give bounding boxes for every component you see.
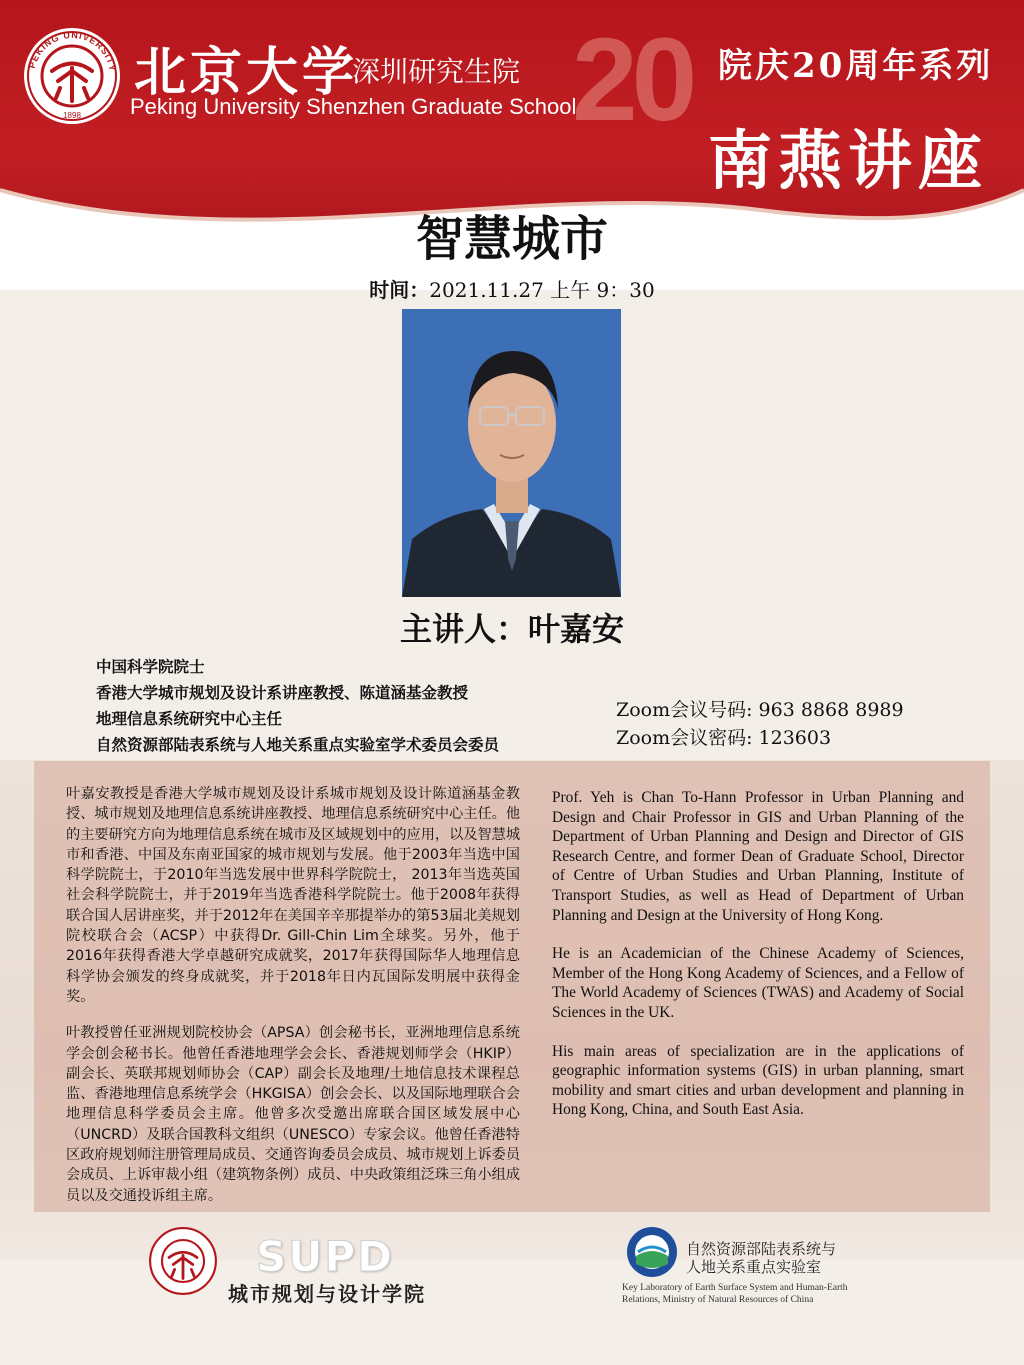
key-lab-name-en: Key Laboratory of Earth Surface System and Human-Earth Relations, Ministry of Natural Resources of China xyxy=(622,1283,848,1305)
speaker-photo xyxy=(402,309,621,597)
speaker-title-item: 中国科学院院士 xyxy=(96,658,205,676)
key-lab-logo xyxy=(626,1226,678,1278)
lecture-name: 南燕讲座 xyxy=(708,124,988,199)
zoom-password-value: 123603 xyxy=(758,727,832,749)
peking-university-emblem xyxy=(22,26,122,126)
speaker-line xyxy=(0,604,1024,650)
svg-text:PEKING UNIVERSITY: PEKING UNIVERSITY xyxy=(26,29,118,73)
pku-footer-emblem xyxy=(148,1226,218,1296)
zoom-meeting-id xyxy=(616,696,904,724)
school-name-cn: 深圳研究生院 xyxy=(352,55,521,88)
zoom-meeting-id-value: 963 8868 8989 xyxy=(758,699,904,721)
speaker-title-item: 香港大学城市规划及设计系讲座教授、陈道涵基金教授 xyxy=(96,684,469,702)
svg-text:1898: 1898 xyxy=(63,111,81,120)
event-title: 智慧城市 xyxy=(415,211,608,267)
bio-en-paragraph: He is an Academician of the Chinese Academy of Sciences, Member of the Hong Kong Academy of Sciences, and a Fellow of The World Academy of Sciences (TWAS) and Academy of Social Sciences in the UK. xyxy=(552,945,964,1021)
event-time xyxy=(0,274,1024,303)
time-value: 2021.11.27 上午 9：30 xyxy=(429,278,655,302)
speaker-label: 主讲人： xyxy=(399,610,528,648)
zoom-info xyxy=(616,696,904,752)
bio-en-paragraph: His main areas of specialization are in the applications of geographic information systems (GIS) in urban planning, smart mobility and smart cities and urban development and planning in Hong Kong, China, and South East Asia. xyxy=(552,1042,964,1119)
speaker-name: 叶嘉安 xyxy=(528,610,625,648)
bio-en-paragraph: Prof. Yeh is Chan To-Hann Professor in Urban Planning and Design and Chair Professor in GIS and Urban Planning of the Department of Urban Planning and Design and Director of GIS Research Centre, and former Dean of Graduate School, Director of Centre of Urban Studies and Urban Planning, Institute of Transport Studies, as well as Head of Department of Urban Planning and Design at the University of Hong Kong. xyxy=(552,789,964,924)
bio-chinese xyxy=(66,784,520,1222)
speaker-title-item: 地理信息系统研究中心主任 xyxy=(96,710,283,728)
university-name-cn: 北京大学 xyxy=(134,42,359,103)
key-lab-name-cn: 自然资源部陆表系统与 人地关系重点实验室 xyxy=(686,1240,837,1276)
zoom-password-label: Zoom会议密码: xyxy=(616,727,759,749)
zoom-meeting-id-label: Zoom会议号码: xyxy=(616,699,759,721)
anniversary-number: 20 xyxy=(572,14,692,146)
speaker-titles xyxy=(96,654,499,758)
zoom-password xyxy=(616,724,904,752)
supd-logo: SUPD xyxy=(256,1232,394,1281)
time-label: 时间： xyxy=(369,278,430,302)
supd-name-cn: 城市规划与设计学院 xyxy=(228,1282,426,1306)
bio-cn-paragraph: 叶教授曾任亚洲规划院校协会（APSA）创会秘书长，亚洲地理信息系统学会创会秘书长。他曾任香港地理学会会长、香港规划师学会（HKIP）副会长、英联邦规划师协会（CAP）副会长及地理/土地信息技术课程总监、香港地理信息系统学会（HKGISA）创会会长、以及国际地理联合会地理信息科学委员会主席。他曾多次受邀出席联合国区域发展中心（UNCRD）及联合国教科文组织（UNESCO）专家会议。他曾任香港特区政府规划师注册管理局成员、交通咨询委员会成员、城市规划上诉委员会成员、上诉审裁小组（建筑物条例）成员、中央政策组泛珠三角小组成员以及交通投诉组主席。 xyxy=(66,1025,521,1204)
bio-cn-paragraph: 叶嘉安教授是香港大学城市规划及设计系城市规划及设计陈道涵基金教授、城市规划及地理信息系统讲座教授、地理信息系统研究中心主任。他的主要研究方向为地理信息系统在城市及区域规划中的应用，以及智慧城市和香港、中国及东南亚国家的城市规划与发展。他于2003年当选中国科学院院士，于2010年当选发展中世界科学院院士， 2013年当选英国社会科学院院士，并于2019年当选香港科学院院士。他于2008年获得联合国人居讲座奖，并于2012年在美国辛辛那提举办的第53届北美规划院校联合会（ACSP）中获得Dr. Gill-Chin Lim全球奖。另外，他于2016年获得香港大学卓越研究成就奖，2017年获得国际华人地理信息科学协会颁发的终身成就奖，并于2018年日内瓦国际发明展中获得金奖。 xyxy=(66,786,521,1005)
school-name-en: Peking University Shenzhen Graduate School xyxy=(130,94,577,119)
speaker-title-item: 自然资源部陆表系统与人地关系重点实验室学术委员会委员 xyxy=(96,736,500,754)
bio-english xyxy=(552,788,964,1139)
series-title: 院庆20周年系列 xyxy=(718,46,994,86)
